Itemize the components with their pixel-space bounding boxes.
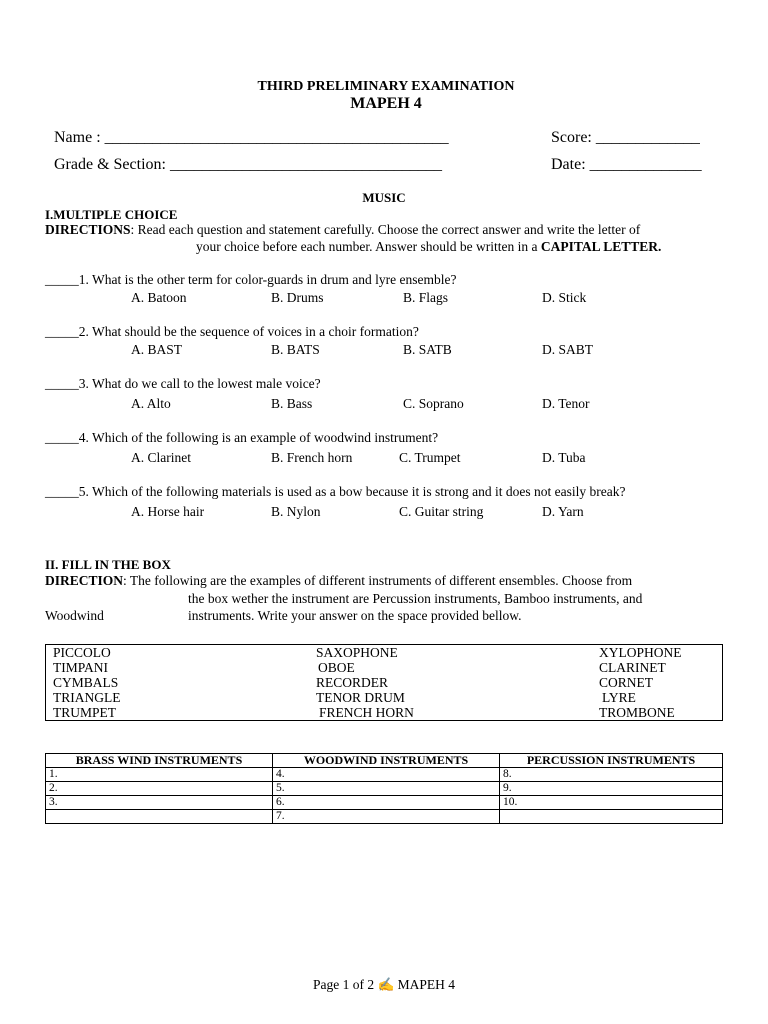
- instrument-cell: TENOR DRUM: [316, 690, 405, 705]
- page-footer: Page 1 of 2 ✍ MAPEH 4: [312, 977, 456, 992]
- name-field[interactable]: Name : ___________________________________________: [54, 129, 449, 146]
- directions-emphasis: CAPITAL LETTER.: [540, 239, 662, 254]
- answer-row: [46, 796, 723, 810]
- direction-label: DIRECTION: [45, 573, 124, 588]
- answer-cell[interactable]: 2.: [46, 782, 273, 796]
- answer-table: [45, 753, 723, 824]
- answer-cell[interactable]: 3.: [46, 796, 273, 810]
- q2-choice-a: A. BAST: [131, 342, 183, 357]
- instrument-cell: TRIANGLE: [53, 690, 121, 705]
- instrument-row: [46, 675, 723, 690]
- part1-directions-line2: [196, 239, 661, 255]
- directions-line2-text: your choice before each number. Answer should be written in a: [196, 239, 538, 254]
- instrument-row: [46, 705, 723, 721]
- answer-row: [46, 810, 723, 824]
- instrument-cell: FRENCH HORN: [319, 705, 414, 720]
- q1-choice-a: A. Batoon: [131, 290, 187, 305]
- header-brass: BRASS WIND INSTRUMENTS: [46, 754, 273, 768]
- answer-cell[interactable]: [500, 810, 723, 824]
- exam-subject: MAPEH 4: [350, 95, 422, 112]
- q1-choice-c: B. Flags: [403, 290, 449, 305]
- instrument-cell: PICCOLO: [53, 645, 111, 660]
- instrument-cell: SAXOPHONE: [316, 645, 398, 660]
- q4-choice-b: B. French horn: [271, 450, 353, 465]
- answer-cell[interactable]: 10.: [500, 796, 723, 810]
- directions-text: : Read each question and statement carefully. Choose the correct answer and write the letter of: [130, 222, 641, 237]
- part2-direction-left-word: Woodwind: [45, 608, 104, 623]
- q2-choice-c: B. SATB: [403, 342, 452, 357]
- answer-cell[interactable]: [46, 810, 273, 824]
- part2-title: II. FILL IN THE BOX: [45, 557, 171, 572]
- q5-choice-d: D. Yarn: [542, 504, 584, 519]
- q1-choice-b: B. Drums: [271, 290, 324, 305]
- q3-choice-d: D. Tenor: [542, 396, 590, 411]
- q3-choice-c: C. Soprano: [403, 396, 464, 411]
- q4-choice-c: C. Trumpet: [399, 450, 461, 465]
- q2-choice-d: D. SABT: [542, 342, 594, 357]
- answer-cell[interactable]: 7.: [273, 810, 500, 824]
- instrument-cell: RECORDER: [316, 675, 389, 690]
- part2-direction-line2: the box wether the instrument are Percussion instruments, Bamboo instruments, and: [188, 591, 643, 606]
- direction-text: : The following are the examples of different instruments of different ensembles. Choose from: [123, 573, 633, 588]
- answer-row: [46, 782, 723, 796]
- question-1: _____1. What is the other term for color-guards in drum and lyre ensemble?: [45, 272, 457, 287]
- instrument-cell: TROMBONE: [599, 705, 675, 720]
- instrument-cell: TIMPANI: [53, 660, 109, 675]
- answer-cell[interactable]: 9.: [500, 782, 723, 796]
- instrument-cell: CLARINET: [599, 660, 666, 675]
- instrument-cell: OBOE: [318, 660, 355, 675]
- instrument-cell: TRUMPET: [53, 705, 117, 720]
- instrument-cell: CORNET: [599, 675, 653, 690]
- q2-choice-b: B. BATS: [271, 342, 320, 357]
- q4-choice-d: D. Tuba: [542, 450, 586, 465]
- answer-cell[interactable]: 5.: [273, 782, 500, 796]
- answer-header-row: [46, 754, 723, 768]
- q5-choice-c: C. Guitar string: [399, 504, 484, 519]
- instrument-cell: XYLOPHONE: [599, 645, 682, 660]
- q3-choice-a: A. Alto: [131, 396, 171, 411]
- score-field[interactable]: Score: _____________: [551, 129, 700, 146]
- q5-choice-a: A. Horse hair: [131, 504, 205, 519]
- part2-direction-line3: instruments. Write your answer on the space provided bellow.: [188, 608, 522, 623]
- answer-row: [46, 768, 723, 782]
- question-5: _____5. Which of the following materials is used as a bow because it is strong and it does not easily break?: [45, 484, 626, 499]
- part1-directions: [45, 222, 640, 238]
- answer-cell[interactable]: 6.: [273, 796, 500, 810]
- answer-cell[interactable]: 8.: [500, 768, 723, 782]
- instrument-cell: LYRE: [602, 690, 636, 705]
- question-4: _____4. Which of the following is an example of woodwind instrument?: [45, 430, 439, 445]
- section-heading-music: MUSIC: [362, 190, 406, 205]
- q5-choice-b: B. Nylon: [271, 504, 321, 519]
- instrument-box: [45, 644, 723, 721]
- question-2: _____2. What should be the sequence of voices in a choir formation?: [45, 324, 419, 339]
- instrument-row: [46, 645, 723, 661]
- q4-choice-a: A. Clarinet: [131, 450, 191, 465]
- header-percussion: PERCUSSION INSTRUMENTS: [500, 754, 723, 768]
- directions-label: DIRECTIONS: [45, 222, 131, 237]
- instrument-row: [46, 660, 723, 675]
- header-woodwind: WOODWIND INSTRUMENTS: [273, 754, 500, 768]
- question-3: _____3. What do we call to the lowest male voice?: [45, 376, 321, 391]
- exam-title: THIRD PRELIMINARY EXAMINATION: [257, 79, 515, 94]
- q1-choice-d: D. Stick: [542, 290, 587, 305]
- part2-direction: [45, 573, 632, 589]
- part1-title: I.MULTIPLE CHOICE: [45, 207, 178, 222]
- answer-cell[interactable]: 4.: [273, 768, 500, 782]
- grade-section-field[interactable]: Grade & Section: __________________________________: [54, 156, 442, 173]
- instrument-cell: CYMBALS: [53, 675, 119, 690]
- answer-cell[interactable]: 1.: [46, 768, 273, 782]
- instrument-row: [46, 690, 723, 705]
- q3-choice-b: B. Bass: [271, 396, 313, 411]
- date-field[interactable]: Date: ______________: [551, 156, 702, 173]
